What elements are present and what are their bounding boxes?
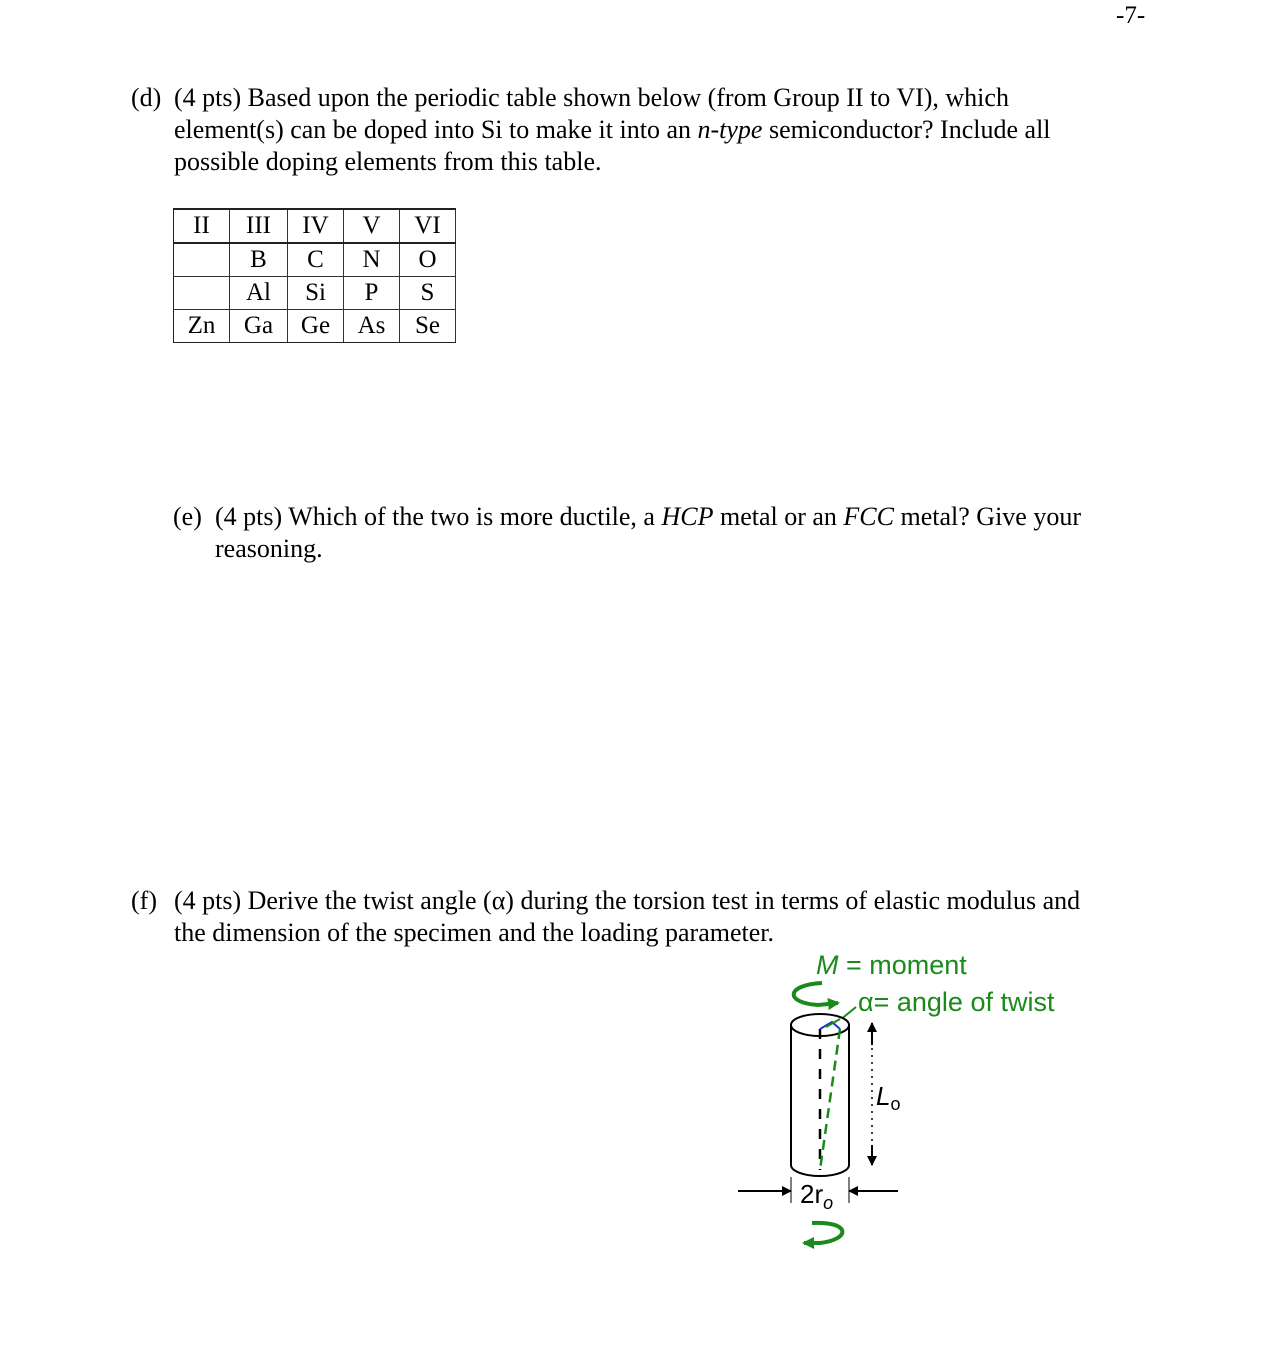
question-f-label: (f) bbox=[131, 886, 157, 915]
diameter-label bbox=[800, 1179, 833, 1213]
element-cell: Si bbox=[288, 277, 344, 310]
element-cell: S bbox=[400, 277, 456, 310]
question-e-label: (e) bbox=[173, 502, 202, 531]
diameter-symbol: 2r bbox=[800, 1179, 824, 1209]
element-cell: C bbox=[288, 243, 344, 277]
question-d-label: (d) bbox=[131, 83, 162, 112]
element-cell bbox=[174, 277, 230, 310]
element-cell: Ge bbox=[288, 310, 344, 343]
hcp-term: HCP bbox=[661, 502, 714, 531]
length-symbol: L bbox=[876, 1081, 891, 1111]
periodic-table-header-row bbox=[174, 209, 456, 243]
question-f-text bbox=[174, 885, 1154, 949]
group-header: VI bbox=[400, 209, 456, 243]
fcc-term: FCC bbox=[843, 502, 894, 531]
question-f-line2: the dimension of the specimen and the loading parameter. bbox=[174, 918, 774, 947]
moment-text: = moment bbox=[838, 950, 967, 980]
page-number: -7- bbox=[1116, 2, 1146, 29]
element-cell: P bbox=[344, 277, 400, 310]
moment-symbol: M bbox=[816, 950, 839, 980]
element-cell: Ga bbox=[230, 310, 288, 343]
group-header: II bbox=[174, 209, 230, 243]
group-header: III bbox=[230, 209, 288, 243]
element-cell: Al bbox=[230, 277, 288, 310]
question-e-line1-a: (4 pts) Which of the two is more ductile, a bbox=[215, 502, 662, 531]
element-cell: As bbox=[344, 310, 400, 343]
top-moment-arrow bbox=[794, 983, 838, 1005]
group-header: V bbox=[344, 209, 400, 243]
element-cell: B bbox=[230, 243, 288, 277]
element-cell: N bbox=[344, 243, 400, 277]
question-e-line1-b: metal or an bbox=[713, 502, 844, 531]
question-d-line2 bbox=[174, 114, 1134, 146]
group-header: IV bbox=[288, 209, 344, 243]
element-cell bbox=[174, 243, 230, 277]
diameter-subscript: o bbox=[823, 1193, 834, 1213]
question-d-line3: possible doping elements from this table. bbox=[174, 147, 602, 176]
element-cell: Se bbox=[400, 310, 456, 343]
question-e-line1 bbox=[215, 501, 1165, 533]
question-f-line1: (4 pts) Derive the twist angle (α) during the torsion test in terms of elastic modulus and bbox=[174, 886, 1081, 915]
torsion-specimen-figure bbox=[730, 945, 1110, 1265]
cylinder-bottom bbox=[791, 1165, 849, 1176]
twisted-line bbox=[820, 1029, 840, 1170]
moment-label bbox=[816, 950, 967, 980]
question-e-text bbox=[215, 501, 1165, 565]
periodic-table-row bbox=[174, 243, 456, 277]
alpha-label: α= angle of twist bbox=[858, 987, 1055, 1017]
element-cell: O bbox=[400, 243, 456, 277]
length-subscript: o bbox=[890, 1094, 901, 1114]
element-cell: Zn bbox=[174, 310, 230, 343]
question-d-text bbox=[174, 82, 1134, 178]
periodic-table-row bbox=[174, 277, 456, 310]
question-e-line1-c: metal? Give your bbox=[894, 502, 1081, 531]
bottom-moment-arrow bbox=[804, 1223, 842, 1243]
question-d-line1: (4 pts) Based upon the periodic table shown below (from Group II to VI), which bbox=[174, 83, 1009, 112]
n-type-term: n-type bbox=[697, 115, 763, 144]
question-d-line2-b: semiconductor? Include all bbox=[762, 115, 1051, 144]
question-d-line2-a: element(s) can be doped into Si to make it into an bbox=[174, 115, 698, 144]
length-label bbox=[876, 1081, 900, 1114]
periodic-table-row bbox=[174, 310, 456, 343]
question-e-line2: reasoning. bbox=[215, 534, 323, 563]
periodic-table bbox=[173, 208, 456, 343]
